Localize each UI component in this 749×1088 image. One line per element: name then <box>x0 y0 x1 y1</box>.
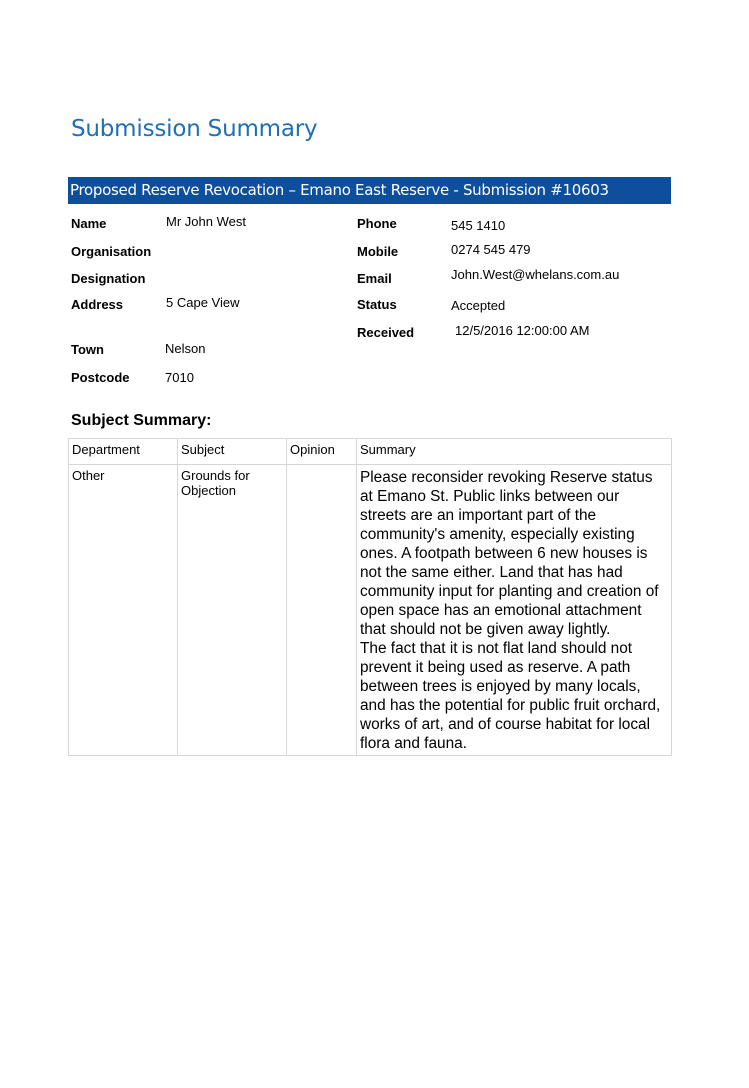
postcode-value: 7010 <box>165 370 194 385</box>
table-header-row <box>69 439 672 465</box>
column-header-subject: Subject <box>178 439 287 465</box>
page-title: Submission Summary <box>71 116 318 143</box>
status-value: Accepted <box>451 298 506 313</box>
column-header-summary: Summary <box>357 439 672 465</box>
mobile-value: 0274 545 479 <box>451 242 531 257</box>
summary-cell <box>357 465 672 756</box>
town-value: Nelson <box>165 341 206 356</box>
table-row <box>69 465 672 756</box>
department-cell: Other <box>69 465 178 756</box>
column-header-opinion: Opinion <box>287 439 357 465</box>
submission-banner: Proposed Reserve Revocation – Emano East Reserve - Submission #10603 <box>68 177 671 204</box>
address-value: 5 Cape View <box>166 295 240 310</box>
opinion-cell <box>287 465 357 756</box>
column-header-department: Department <box>69 439 178 465</box>
subject-summary-table <box>68 438 672 756</box>
email-label: Email <box>357 271 392 286</box>
name-value: Mr John West <box>166 214 246 229</box>
name-label: Name <box>71 216 107 231</box>
email-value: John.West@whelans.com.au <box>451 267 620 282</box>
mobile-label: Mobile <box>357 244 399 259</box>
received-label: Received <box>357 325 415 340</box>
postcode-label: Postcode <box>71 370 130 385</box>
subject-summary-heading: Subject Summary: <box>71 412 212 429</box>
summary-paragraph: The fact that it is not flat land should not prevent it being used as reserve. A path between trees is enjoyed by many locals, and has the potential for public fruit orchard, works of art, and of course habitat for local flora and fauna. <box>360 640 661 752</box>
status-label: Status <box>357 297 397 312</box>
designation-label: Designation <box>71 271 146 286</box>
summary-paragraph: Please reconsider revoking Reserve status at Emano St. Public links between our streets are an important part of the community's amenity, especially existing ones. A footpath between 6 new houses is not the same either. Land that has had community input for planting and creation of open space has an emotional attachment that should not be given away lightly. <box>360 469 659 638</box>
phone-label: Phone <box>357 216 397 231</box>
organisation-label: Organisation <box>71 244 152 259</box>
received-value: 12/5/2016 12:00:00 AM <box>455 323 590 338</box>
address-label: Address <box>71 297 124 312</box>
town-label: Town <box>71 342 104 357</box>
subject-cell: Grounds for Objection <box>178 465 287 756</box>
phone-value: 545 1410 <box>451 218 506 233</box>
